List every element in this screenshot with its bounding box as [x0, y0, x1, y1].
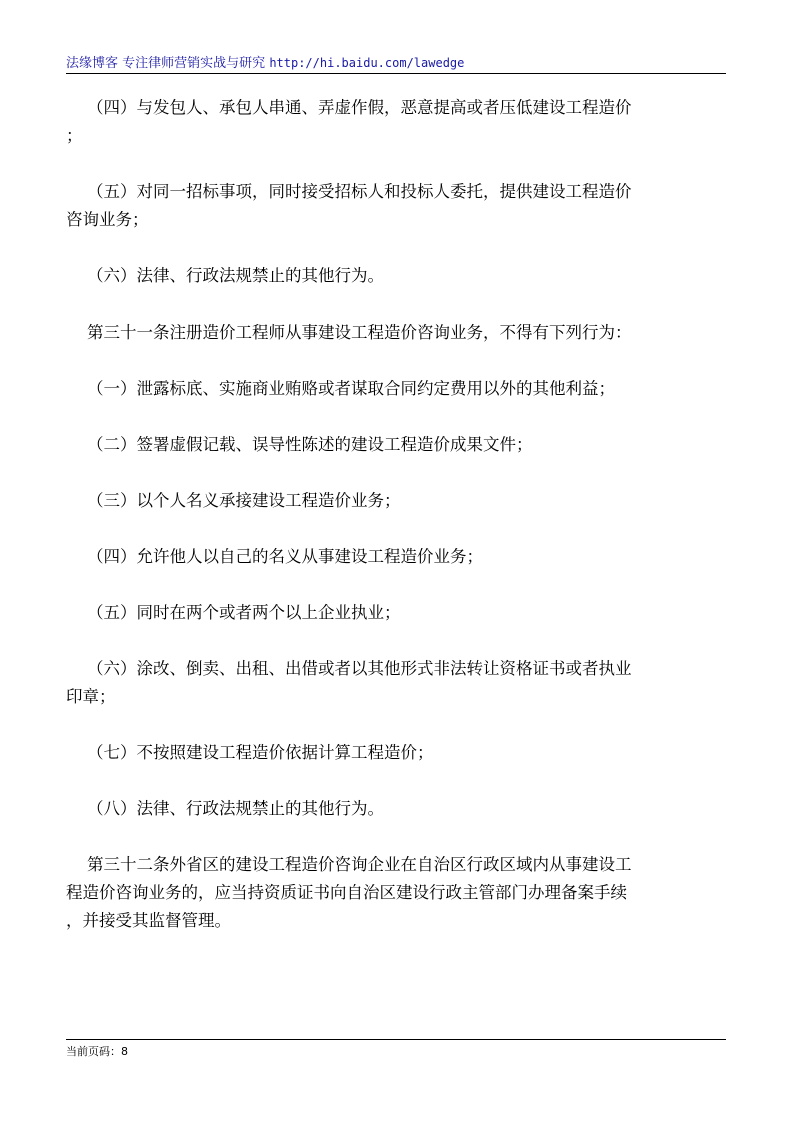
- text-line: （三）以个人名义承接建设工程造价业务；: [66, 491, 401, 510]
- text-line: （一）泄露标底、实施商业贿赂或者谋取合同约定费用以外的其他利益；: [66, 379, 615, 398]
- item-3-personal: [66, 487, 726, 515]
- footer-divider: [66, 1039, 726, 1040]
- text-line: 咨询业务；: [66, 210, 149, 229]
- text-line: （六）涂改、倒卖、出租、出借或者以其他形式非法转让资格证书或者执业: [66, 659, 632, 678]
- item-6-alter-cert: [66, 655, 726, 711]
- text-line: （七）不按照建设工程造价依据计算工程造价；: [66, 743, 434, 762]
- article-32: [66, 851, 726, 935]
- text-line: （六）法律、行政法规禁止的其他行为。: [66, 266, 384, 285]
- paragraph-4-collusion: [66, 94, 726, 150]
- header-tagline: 专注律师营销实战与研究: [122, 56, 266, 71]
- text-line: ，并接受其监督管理。: [66, 911, 231, 930]
- text-line: （四）与发包人、承包人串通、弄虚作假，恶意提高或者压低建设工程造价: [66, 98, 632, 117]
- item-2-false-sign: [66, 431, 726, 459]
- item-7-basis: [66, 739, 726, 767]
- text-line: 第三十二条外省区的建设工程造价咨询企业在自治区行政区域内从事建设工: [66, 855, 632, 874]
- paragraph-6-other: [66, 262, 726, 290]
- text-line: （二）签署虚假记载、误导性陈述的建设工程造价成果文件；: [66, 435, 533, 454]
- text-line: （五）对同一招标事项，同时接受招标人和投标人委托，提供建设工程造价: [66, 182, 632, 201]
- item-8-other: [66, 795, 726, 823]
- page-number: 当前页码：8: [66, 1045, 128, 1058]
- text-line: 印章；: [66, 687, 116, 706]
- header-url-link[interactable]: http://hi.baidu.com/lawedge: [269, 56, 465, 70]
- text-line: 程造价咨询业务的，应当持资质证书向自治区建设行政主管部门办理备案手续: [66, 883, 627, 902]
- header-divider: [66, 73, 726, 74]
- text-line: （八）法律、行政法规禁止的其他行为。: [66, 799, 384, 818]
- item-5-multi-employ: [66, 599, 726, 627]
- text-line: 第三十一条注册造价工程师从事建设工程造价咨询业务，不得有下列行为：: [66, 323, 632, 342]
- text-line: ；: [66, 126, 83, 145]
- paragraph-5-dual-entrust: [66, 178, 726, 234]
- header-site-name: 法缘博客: [66, 56, 119, 71]
- text-line: （四）允许他人以自己的名义从事建设工程造价业务；: [66, 547, 483, 566]
- page-header: [66, 54, 726, 74]
- item-1-leak: [66, 375, 726, 403]
- item-4-allow-others: [66, 543, 726, 571]
- text-line: （五）同时在两个或者两个以上企业执业；: [66, 603, 401, 622]
- article-31: [66, 319, 726, 347]
